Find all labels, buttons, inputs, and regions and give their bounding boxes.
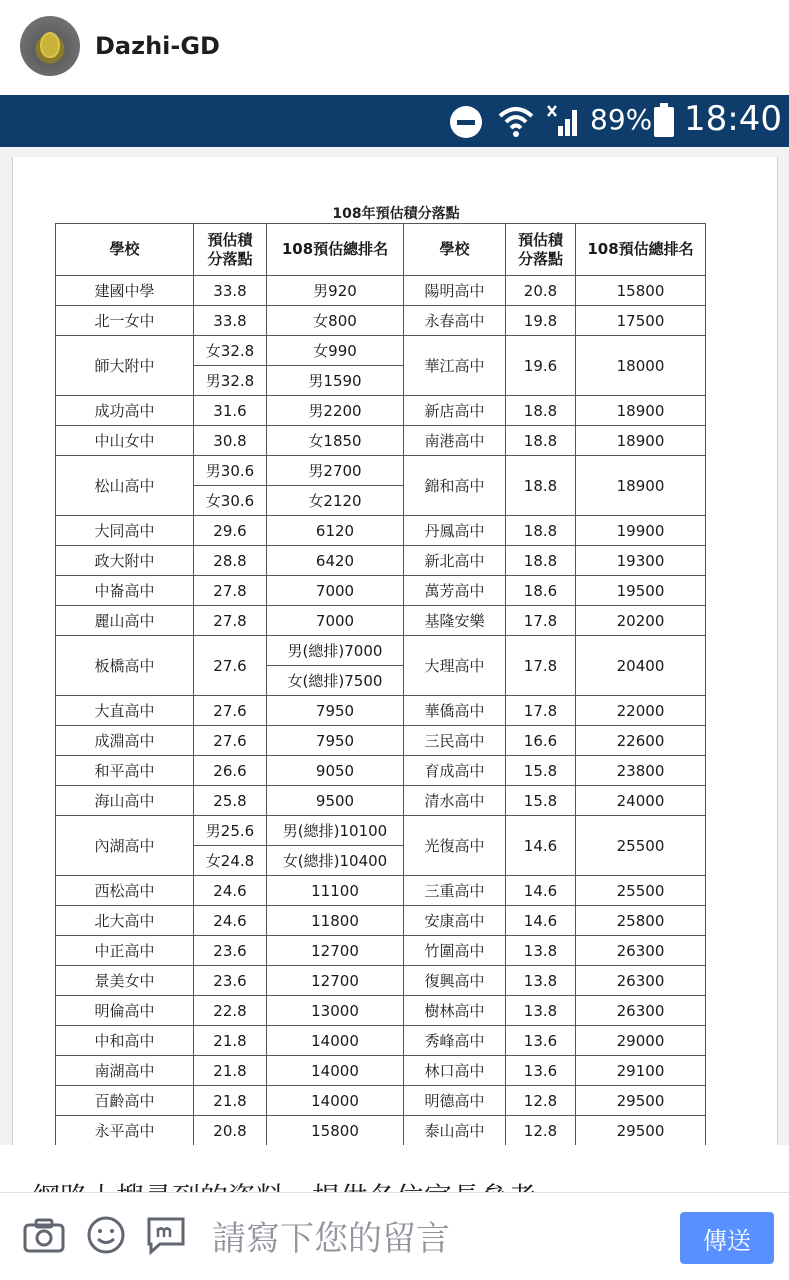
rank-cell: 男2200 (267, 396, 404, 426)
status-bar (0, 95, 789, 147)
table-row (56, 726, 706, 756)
score-cell: 18.8 (506, 516, 576, 546)
poster-name[interactable]: Dazhi-GD (95, 32, 220, 60)
school-cell: 大理高中 (404, 636, 506, 696)
column-header: 學校 (56, 224, 194, 276)
score-cell: 男30.6 (194, 456, 267, 486)
shared-screenshot[interactable] (0, 95, 789, 1145)
sticker-icon[interactable] (144, 1215, 188, 1255)
score-cell: 33.8 (194, 276, 267, 306)
camera-icon[interactable] (22, 1215, 66, 1255)
school-cell: 成功高中 (56, 396, 194, 426)
school-cell: 中山女中 (56, 426, 194, 456)
rank-cell: 女1850 (267, 426, 404, 456)
rank-cell: 22600 (576, 726, 706, 756)
score-cell: 14.6 (506, 876, 576, 906)
score-cell: 31.6 (194, 396, 267, 426)
school-cell: 海山高中 (56, 786, 194, 816)
rank-cell: 29500 (576, 1116, 706, 1146)
score-cell: 男25.6 (194, 816, 267, 846)
rank-cell: 9050 (267, 756, 404, 786)
rank-cell: 17500 (576, 306, 706, 336)
score-cell: 女24.8 (194, 846, 267, 876)
score-cell: 13.8 (506, 996, 576, 1026)
rank-cell: 6120 (267, 516, 404, 546)
column-header: 預估積 分落點 (506, 224, 576, 276)
score-cell: 23.6 (194, 936, 267, 966)
compose-bar (0, 1192, 789, 1280)
school-cell: 育成高中 (404, 756, 506, 786)
rank-cell: 9500 (267, 786, 404, 816)
rank-cell: 13000 (267, 996, 404, 1026)
rank-cell: 23800 (576, 756, 706, 786)
rank-cell: 6420 (267, 546, 404, 576)
rank-cell: 19300 (576, 546, 706, 576)
school-cell: 永春高中 (404, 306, 506, 336)
table-row (56, 576, 706, 606)
signal-icon (546, 104, 582, 138)
score-cell: 28.8 (194, 546, 267, 576)
table-row (56, 996, 706, 1026)
table-row (56, 546, 706, 576)
rank-cell: 24000 (576, 786, 706, 816)
school-cell: 西松高中 (56, 876, 194, 906)
rank-cell: 25800 (576, 906, 706, 936)
school-cell: 麗山高中 (56, 606, 194, 636)
school-cell: 南湖高中 (56, 1056, 194, 1086)
school-cell: 秀峰高中 (404, 1026, 506, 1056)
school-cell: 安康高中 (404, 906, 506, 936)
score-cell: 18.8 (506, 426, 576, 456)
rank-cell: 20400 (576, 636, 706, 696)
score-cell: 18.8 (506, 546, 576, 576)
score-cell: 23.6 (194, 966, 267, 996)
table-row (56, 756, 706, 786)
rank-cell: 29500 (576, 1086, 706, 1116)
rank-cell: 女990 (267, 336, 404, 366)
school-cell: 和平高中 (56, 756, 194, 786)
school-cell: 三民高中 (404, 726, 506, 756)
school-cell: 光復高中 (404, 816, 506, 876)
table-row (56, 876, 706, 906)
column-header: 預估積 分落點 (194, 224, 267, 276)
rank-cell: 18900 (576, 426, 706, 456)
score-cell: 27.6 (194, 696, 267, 726)
school-cell: 成淵高中 (56, 726, 194, 756)
score-cell: 22.8 (194, 996, 267, 1026)
table-row (56, 276, 706, 306)
school-cell: 中和高中 (56, 1026, 194, 1056)
school-cell: 北大高中 (56, 906, 194, 936)
column-header: 108預估總排名 (267, 224, 404, 276)
rank-cell: 19900 (576, 516, 706, 546)
emoji-icon[interactable] (84, 1215, 128, 1255)
rank-cell: 19500 (576, 576, 706, 606)
school-cell: 林口高中 (404, 1056, 506, 1086)
school-cell: 中正高中 (56, 936, 194, 966)
school-cell: 基隆安樂 (404, 606, 506, 636)
score-cell: 14.6 (506, 906, 576, 936)
table-row (56, 696, 706, 726)
rank-cell: 女800 (267, 306, 404, 336)
score-cell: 30.8 (194, 426, 267, 456)
school-cell: 建國中學 (56, 276, 194, 306)
table-row (56, 816, 706, 846)
school-cell: 永平高中 (56, 1116, 194, 1146)
rank-cell: 12700 (267, 966, 404, 996)
school-cell: 錦和高中 (404, 456, 506, 516)
rank-cell: 29000 (576, 1026, 706, 1056)
wifi-icon (498, 104, 534, 138)
score-cell: 19.8 (506, 306, 576, 336)
rank-cell: 14000 (267, 1086, 404, 1116)
rank-cell: 女(總排)7500 (267, 666, 404, 696)
score-cell: 13.6 (506, 1026, 576, 1056)
score-cell: 24.6 (194, 906, 267, 936)
school-cell: 竹圍高中 (404, 936, 506, 966)
table-row (56, 936, 706, 966)
score-cell: 12.8 (506, 1116, 576, 1146)
rank-cell: 7000 (267, 576, 404, 606)
rank-cell: 25500 (576, 816, 706, 876)
rank-cell: 7000 (267, 606, 404, 636)
rank-cell: 15800 (576, 276, 706, 306)
rank-cell: 18000 (576, 336, 706, 396)
battery-icon (654, 107, 674, 137)
rank-cell: 26300 (576, 936, 706, 966)
rank-cell: 男920 (267, 276, 404, 306)
score-cell: 14.6 (506, 816, 576, 876)
score-cell: 女32.8 (194, 336, 267, 366)
score-cell: 男32.8 (194, 366, 267, 396)
score-cell: 24.6 (194, 876, 267, 906)
post-header (0, 0, 789, 95)
rank-cell: 11800 (267, 906, 404, 936)
rank-cell: 25500 (576, 876, 706, 906)
rank-cell: 26300 (576, 966, 706, 996)
score-cell: 29.6 (194, 516, 267, 546)
avatar[interactable] (20, 16, 80, 76)
score-cell: 21.8 (194, 1056, 267, 1086)
score-cell: 17.8 (506, 606, 576, 636)
rank-cell: 14000 (267, 1056, 404, 1086)
rank-cell: 18900 (576, 396, 706, 426)
school-cell: 清水高中 (404, 786, 506, 816)
school-cell: 大直高中 (56, 696, 194, 726)
send-button[interactable]: 傳送 (680, 1212, 774, 1264)
table-row (56, 396, 706, 426)
score-cell: 25.8 (194, 786, 267, 816)
rank-cell: 男2700 (267, 456, 404, 486)
rank-cell: 20200 (576, 606, 706, 636)
score-cell: 20.8 (506, 276, 576, 306)
table-row (56, 606, 706, 636)
rank-cell: 女(總排)10400 (267, 846, 404, 876)
score-cell: 33.8 (194, 306, 267, 336)
rank-cell: 26300 (576, 996, 706, 1026)
comment-input[interactable]: 請寫下您的留言 (212, 1219, 450, 1259)
school-cell: 北一女中 (56, 306, 194, 336)
school-cell: 三重高中 (404, 876, 506, 906)
school-cell: 景美女中 (56, 966, 194, 996)
school-cell: 內湖高中 (56, 816, 194, 876)
rank-cell: 18900 (576, 456, 706, 516)
school-cell: 板橋高中 (56, 636, 194, 696)
school-cell: 南港高中 (404, 426, 506, 456)
score-cell: 女30.6 (194, 486, 267, 516)
score-cell: 21.8 (194, 1086, 267, 1116)
rank-cell: 7950 (267, 696, 404, 726)
table-row (56, 906, 706, 936)
battery-percent: 89% (590, 103, 653, 136)
school-cell: 萬芳高中 (404, 576, 506, 606)
table-row (56, 516, 706, 546)
rank-cell: 男(總排)7000 (267, 636, 404, 666)
table-title: 108年預估積分落點 (332, 206, 460, 222)
score-cell: 27.8 (194, 576, 267, 606)
school-cell: 陽明高中 (404, 276, 506, 306)
score-cell: 18.8 (506, 396, 576, 426)
school-cell: 丹鳳高中 (404, 516, 506, 546)
school-cell: 華僑高中 (404, 696, 506, 726)
score-cell: 26.6 (194, 756, 267, 786)
score-cell: 21.8 (194, 1026, 267, 1056)
school-cell: 樹林高中 (404, 996, 506, 1026)
table-row (56, 966, 706, 996)
rank-cell: 男1590 (267, 366, 404, 396)
score-cell: 17.8 (506, 696, 576, 726)
table-row (56, 1086, 706, 1116)
school-cell: 百齡高中 (56, 1086, 194, 1116)
rank-cell: 7950 (267, 726, 404, 756)
score-cell: 15.8 (506, 756, 576, 786)
school-cell: 松山高中 (56, 456, 194, 516)
rank-cell: 11100 (267, 876, 404, 906)
score-cell: 18.6 (506, 576, 576, 606)
table-row (56, 1026, 706, 1056)
rank-cell: 女2120 (267, 486, 404, 516)
rank-cell: 22000 (576, 696, 706, 726)
avatar-pendant-icon (42, 34, 58, 56)
table-row (56, 636, 706, 666)
school-cell: 華江高中 (404, 336, 506, 396)
school-cell: 明德高中 (404, 1086, 506, 1116)
score-cell: 16.6 (506, 726, 576, 756)
clock: 18:40 (684, 99, 782, 139)
school-cell: 新北高中 (404, 546, 506, 576)
rank-cell: 29100 (576, 1056, 706, 1086)
rank-cell: 14000 (267, 1026, 404, 1056)
score-cell: 27.8 (194, 606, 267, 636)
school-cell: 中崙高中 (56, 576, 194, 606)
table-row (56, 336, 706, 366)
school-cell: 政大附中 (56, 546, 194, 576)
rank-cell: 15800 (267, 1116, 404, 1146)
table-row (56, 426, 706, 456)
table-row (56, 1116, 706, 1146)
school-cell: 復興高中 (404, 966, 506, 996)
score-cell: 27.6 (194, 726, 267, 756)
column-header: 學校 (404, 224, 506, 276)
school-cell: 泰山高中 (404, 1116, 506, 1146)
score-cell: 17.8 (506, 636, 576, 696)
rank-cell: 12700 (267, 936, 404, 966)
score-cell: 12.8 (506, 1086, 576, 1116)
score-cell: 18.8 (506, 456, 576, 516)
score-cell: 20.8 (194, 1116, 267, 1146)
score-cell: 13.8 (506, 966, 576, 996)
score-cell: 27.6 (194, 636, 267, 696)
score-cell: 13.6 (506, 1056, 576, 1086)
table-row (56, 786, 706, 816)
do-not-disturb-icon (450, 106, 482, 138)
school-cell: 師大附中 (56, 336, 194, 396)
school-cell: 大同高中 (56, 516, 194, 546)
school-cell: 新店高中 (404, 396, 506, 426)
table-row (56, 456, 706, 486)
score-cell: 15.8 (506, 786, 576, 816)
rank-cell: 男(總排)10100 (267, 816, 404, 846)
column-header: 108預估總排名 (576, 224, 706, 276)
score-cell: 13.8 (506, 936, 576, 966)
score-cell: 19.6 (506, 336, 576, 396)
document-page (12, 157, 778, 1145)
table-row (56, 306, 706, 336)
school-cell: 明倫高中 (56, 996, 194, 1026)
table-row (56, 1056, 706, 1086)
scores-table (55, 223, 706, 1145)
